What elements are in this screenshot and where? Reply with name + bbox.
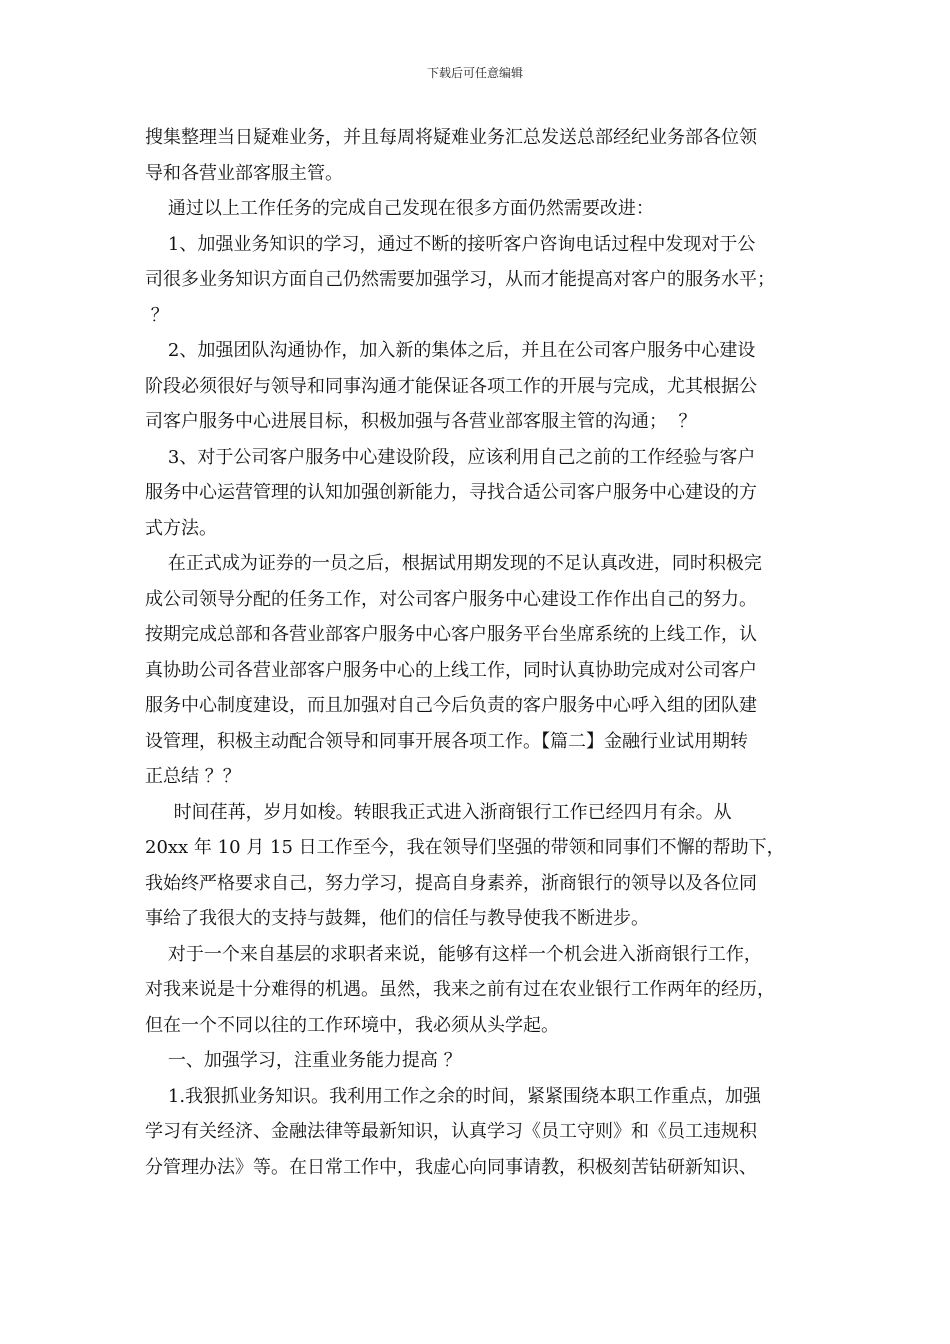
text-line: 导和各营业部客服主管。: [145, 162, 343, 184]
text-line: 通过以上工作任务的完成自己发现在很多方面仍然需要改进：: [145, 198, 654, 219]
text-line: 3、对于公司客户服务中心建设阶段，应该利用自己之前的工作经验与客户: [145, 446, 756, 468]
text-line: 在正式成为证券的一员之后，根据试用期发现的不足认真改进，同时积极完: [145, 553, 762, 574]
text-line: 搜集整理当日疑难业务，并且每周将疑难业务汇总发送总部经纪业务部各位领: [145, 127, 757, 148]
text-line: 正总结 ？？: [145, 766, 241, 787]
text-line: 学习有关经济、金融法律等最新知识，认真学习《员工守则》和《员工违规积: [145, 1121, 757, 1142]
text-line: 20xx 年 10 月 15 日工作至今，我在领导们坚强的带领和同事们不懈的帮助下，: [145, 837, 785, 858]
text-line: 1、加强业务知识的学习，通过不断的接听客户咨询电话过程中发现对于公: [145, 233, 756, 255]
text-line: 一、加强学习，注重业务能力提高 ？: [145, 1050, 462, 1071]
text-line: 服务中心运营管理的认知加强创新能力，寻找合适公司客户服务中心建设的方: [145, 482, 757, 503]
text-line: 成公司领导分配的任务工作，对公司客户服务中心建设工作作出自己的努力。: [145, 588, 757, 610]
text-line: ？: [145, 304, 169, 326]
text-line: 2、加强团队沟通协作，加入新的集体之后，并且在公司客户服务中心建设: [145, 340, 756, 361]
text-line: 对于一个来自基层的求职者来说，能够有这样一个机会进入浙商银行工作，: [145, 943, 762, 965]
text-line: 对我来说是十分难得的机遇。虽然，我来之前有过在农业银行工作两年的经历，: [145, 979, 775, 1000]
text-line: 阶段必须很好与领导和同事沟通才能保证各项工作的开展与完成，尤其根据公: [145, 375, 757, 397]
text-line: 分管理办法》等。在日常工作中，我虚心向同事请教，积极刻苦钻研新知识、: [145, 1156, 757, 1178]
text-line: 设管理，积极主动配合领导和同事开展各项工作。【篇二】金融行业试用期转: [145, 730, 748, 752]
text-line: 服务中心制度建设，而且加强对自己今后负责的客户服务中心呼入组的团队建: [145, 695, 757, 716]
text-line: 我始终严格要求自己，努力学习，提高自身素养，浙商银行的领导以及各位同: [145, 872, 757, 894]
text-line: 按期完成总部和各营业部客户服务中心客户服务平台坐席系统的上线工作，认: [145, 624, 757, 645]
document-body: [145, 120, 815, 1185]
page-header: 下载后可任意编辑: [426, 66, 523, 80]
text-line: 司很多业务知识方面自己仍然需要加强学习，从而才能提高对客户的服务水平；: [145, 269, 775, 290]
text-line: 真协助公司各营业部客户服务中心的上线工作，同时认真协助完成对公司客户: [145, 659, 757, 681]
text-line: 司客户服务中心进展目标，积极加强与各营业部客服主管的沟通； ？: [145, 411, 697, 432]
text-line: 事给了我很大的支持与鼓舞，他们的信任与教导使我不断进步。: [145, 908, 649, 929]
text-line: 时间荏苒，岁月如梭。转眼我正式进入浙商银行工作已经四月有余。从: [145, 801, 732, 823]
text-line: 但在一个不同以往的工作环境中，我必须从头学起。: [145, 1014, 559, 1036]
text-line: 1.我狠抓业务知识。我利用工作之余的时间，紧紧围绕本职工作重点，加强: [145, 1085, 762, 1107]
text-line: 式方法。: [145, 517, 217, 539]
